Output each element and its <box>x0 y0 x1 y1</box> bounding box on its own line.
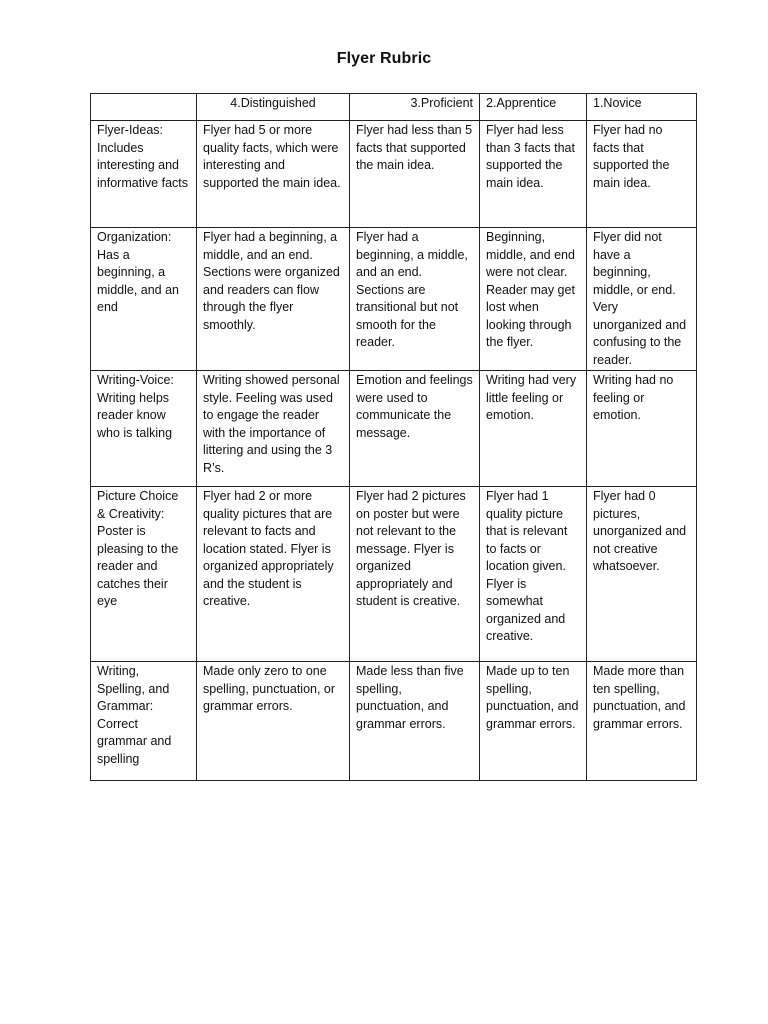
table-row <box>91 371 697 487</box>
distinguished-cell: Made only zero to one spelling, punctuation, or grammar errors. <box>197 662 350 781</box>
novice-cell: Flyer had no facts that supported the main idea. <box>587 121 697 228</box>
page-title: Flyer Rubric <box>336 50 432 67</box>
rubric-table <box>90 93 697 781</box>
table-row <box>91 121 697 228</box>
criterion-cell: Flyer-Ideas: Includes interesting and informative facts <box>91 121 197 228</box>
criterion-cell: Writing-Voice: Writing helps reader know who is talking <box>91 371 197 487</box>
header-row <box>91 94 697 121</box>
novice-cell: Flyer had 0 pictures, unorganized and not creative whatsoever. <box>587 487 697 662</box>
criterion-cell: Writing, Spelling, and Grammar: Correct grammar and spelling <box>91 662 197 781</box>
proficient-cell: Made less than five spelling, punctuation, and grammar errors. <box>350 662 480 781</box>
apprentice-cell: Writing had very little feeling or emotion. <box>480 371 587 487</box>
distinguished-cell: Flyer had 2 or more quality pictures that are relevant to facts and location stated. Flyer is organized appropriately and the student is creative. <box>197 487 350 662</box>
novice-cell: Flyer did not have a beginning, middle, or end. Very unorganized and confusing to the reader. <box>587 228 697 371</box>
table-row <box>91 487 697 662</box>
distinguished-cell: Flyer had 5 or more quality facts, which were interesting and supported the main idea. <box>197 121 350 228</box>
header-distinguished: 4.Distinguished <box>197 94 350 121</box>
proficient-cell: Flyer had a beginning, a middle, and an end. Sections are transitional but not smooth for the reader. <box>350 228 480 371</box>
apprentice-cell: Made up to ten spelling, punctuation, and grammar errors. <box>480 662 587 781</box>
criterion-cell: Picture Choice & Creativity: Poster is pleasing to the reader and catches their eye <box>91 487 197 662</box>
header-novice: 1.Novice <box>587 94 697 121</box>
proficient-cell: Flyer had 2 pictures on poster but were not relevant to the message. Flyer is organized appropriately and student is creative. <box>350 487 480 662</box>
header-apprentice: 2.Apprentice <box>480 94 587 121</box>
novice-cell: Made more than ten spelling, punctuation, and grammar errors. <box>587 662 697 781</box>
distinguished-cell: Flyer had a beginning, a middle, and an end. Sections were organized and readers can flow through the flyer smoothly. <box>197 228 350 371</box>
header-blank <box>91 94 197 121</box>
header-proficient: 3.Proficient <box>350 94 480 121</box>
proficient-cell: Emotion and feelings were used to communicate the message. <box>350 371 480 487</box>
criterion-cell: Organization: Has a beginning, a middle, and an end <box>91 228 197 371</box>
novice-cell: Writing had no feeling or emotion. <box>587 371 697 487</box>
table-row <box>91 228 697 371</box>
proficient-cell: Flyer had less than 5 facts that supported the main idea. <box>350 121 480 228</box>
table-row <box>91 662 697 781</box>
apprentice-cell: Flyer had 1 quality picture that is relevant to facts or location given. Flyer is somewhat organized and creative. <box>480 487 587 662</box>
apprentice-cell: Beginning, middle, and end were not clear. Reader may get lost when looking through the flyer. <box>480 228 587 371</box>
apprentice-cell: Flyer had less than 3 facts that supported the main idea. <box>480 121 587 228</box>
distinguished-cell: Writing showed personal style. Feeling was used to engage the reader with the importance of littering and using the 3 R’s. <box>197 371 350 487</box>
